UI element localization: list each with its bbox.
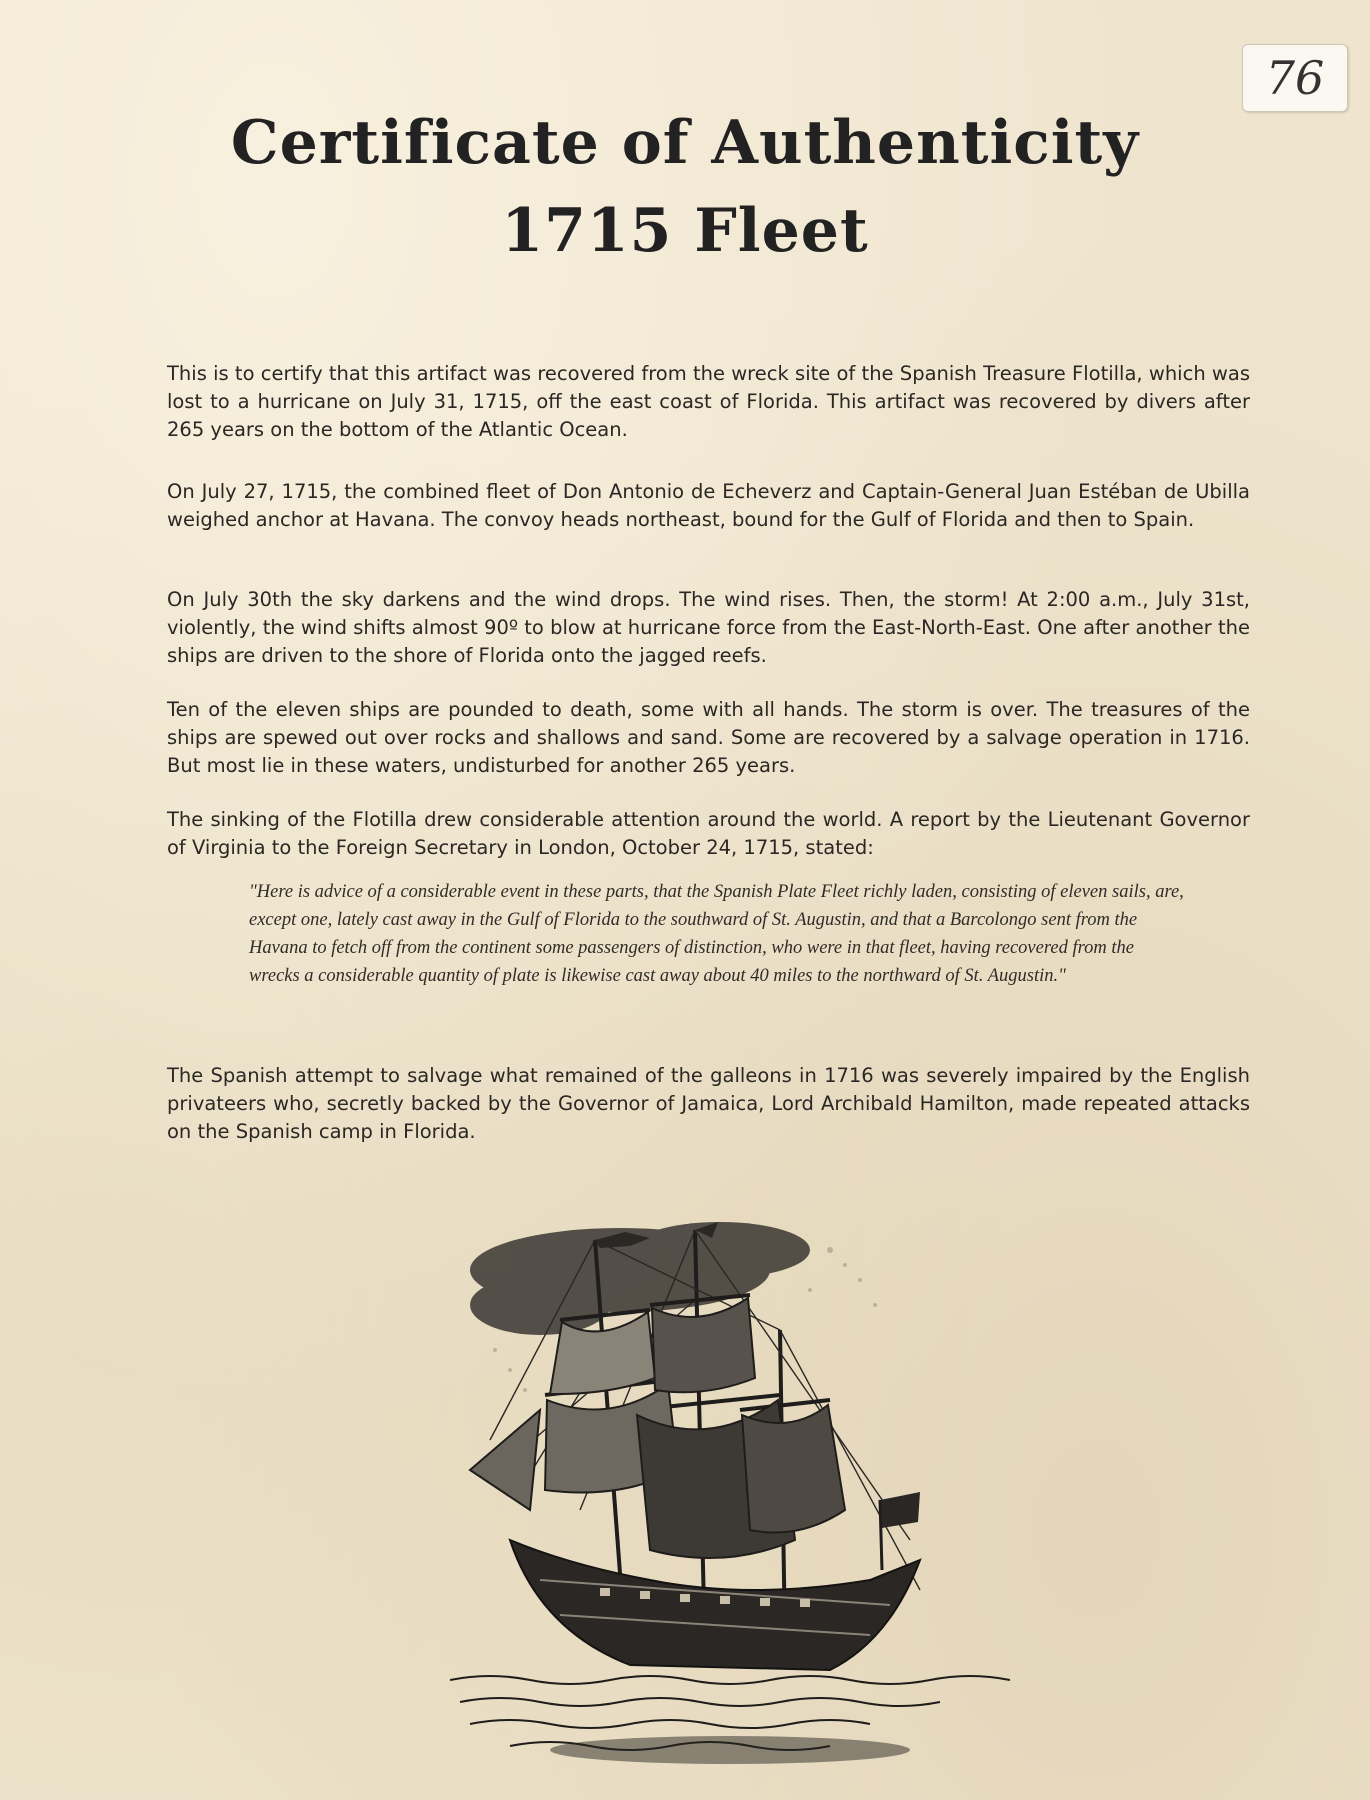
galleon-ship-icon	[450, 1210, 1010, 1770]
page-number-label: 76	[1242, 44, 1348, 112]
governor-quote: "Here is advice of a considerable event in these parts, that the Spanish Plate Fleet richly laden, consisting of eleven sails, are, except one, lately cast away in the Gulf of Florida to the southward of St. Augustin, and that a Barcolongo sent from the Havana to fetch off from the continent some passengers of distinction, who were in that fleet, having recovered from the wrecks a considerable quantity of plate is likewise cast away about 40 miles to the northward of St. Augustin."	[249, 882, 1184, 986]
paragraph-salvage: The Spanish attempt to salvage what remained of the galleons in 1716 was severely impaired by the English privateers who, secretly backed by the Governor of Jamaica, Lord Archibald Hamilton, made repeated attacks on the Spanish camp in Florida.	[167, 1064, 1250, 1143]
paragraph-fleet-departure: On July 27, 1715, the combined fleet of Don Antonio de Echeverz and Captain-General Juan Estéban de Ubilla weighed anchor at Havana. The convoy heads northeast, bound for the Gulf of Florida and then to Spain.	[167, 480, 1250, 531]
paragraph-storm: On July 30th the sky darkens and the wind drops. The wind rises. Then, the storm! At 2:00 a.m., July 31st, violently, the wind shifts almost 90º to blow at hurricane force from the East-North-East. One after another the ships are driven to the shore of Florida onto the jagged reefs.	[167, 588, 1250, 667]
paragraph-report-intro: The sinking of the Flotilla drew considerable attention around the world. A report by the Lieutenant Governor of Virginia to the Foreign Secretary in London, October 24, 1715, stated:	[167, 808, 1250, 859]
certificate-title: Certificate of Authenticity	[230, 108, 1140, 178]
certificate-subtitle: 1715 Fleet	[501, 196, 869, 266]
paragraph-wreck: Ten of the eleven ships are pounded to death, some with all hands. The storm is over. The treasures of the ships are spewed out over rocks and shallows and sand. Some are recovered by a salvage operation in 1716. But most lie in these waters, undisturbed for another 265 years.	[167, 698, 1250, 777]
paragraph-certification: This is to certify that this artifact was recovered from the wreck site of the Spanish Treasure Flotilla, which was lost to a hurricane on July 31, 1715, off the east coast of Florida. This artifact was recovered by divers after 265 years on the bottom of the Atlantic Ocean.	[167, 362, 1250, 441]
